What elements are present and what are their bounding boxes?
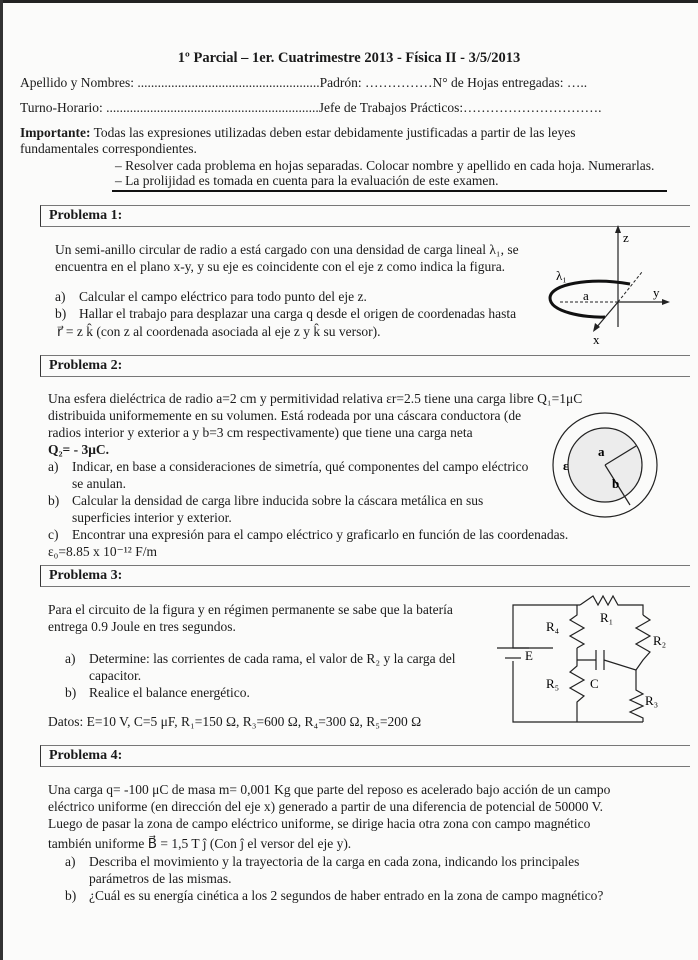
problem-3-header [40, 565, 690, 587]
z-axis-label: z [623, 230, 629, 245]
problem-4-intro-line: también uniforme B⃗ = 1,5 T ĵ (Con ĵ el versor del eje y). [48, 836, 352, 851]
problem-4-header [40, 745, 690, 767]
radius-label: a [583, 288, 589, 303]
exam-title: 1º Parcial – 1er. Cuatrimestre 2013 - Física II - 3/5/2013 [177, 50, 521, 66]
problem-2-intro-line: radios interior y exterior a y b=3 cm respectivamente) que tiene una carga neta [48, 425, 473, 440]
y-axis-label: y [653, 285, 660, 300]
importante-text: Todas las expresiones utilizadas deben estar debidamente justificadas a partir de las leyes [90, 125, 576, 140]
problem-1-intro-line: encuentra en el plano x-y, y su eje es coincidente con el eje z como indica la figura. [55, 259, 506, 274]
problem-1-item-a: a) Calcular el campo eléctrico para todo punto del eje z. [55, 289, 367, 304]
problem-4-item-b: b) ¿Cuál es su energía cinética a los 2 segundos de haber entrado en la zona de campo magnético? [65, 888, 604, 903]
note-2: – La prolijidad es tomada en cuenta para la evaluación de este examen. [115, 173, 499, 188]
importante-line [20, 125, 576, 141]
problem-4-title: Problema 4: [49, 748, 123, 763]
importante-text-2: fundamentales correspondientes. [20, 141, 197, 156]
note-1: – Resolver cada problema en hojas separadas. Colocar nombre y apellido en cada hoja. Numerarlas. [115, 158, 655, 173]
problem-1-intro [55, 241, 535, 275]
inner-radius-label: a [598, 444, 605, 459]
problem-2-item-a: a) Indicar, en base a consideraciones de simetría, qué componentes del campo eléctrico se anulan. [48, 459, 529, 491]
r3-label: R₃ [645, 693, 659, 708]
problem-4-intro-line: Luego de pasar la zona de campo eléctrico uniforme, se dirige hacia otra zona con campo magnético [48, 816, 591, 831]
problem-2-intro-rest [48, 407, 528, 458]
r4-label: R₄ [546, 619, 560, 634]
problem-3-intro-line: Para el circuito de la figura y en régimen permanente se sabe que la batería [48, 602, 453, 617]
circuit-figure [485, 590, 685, 735]
name-field-line: Apellido y Nombres: ......................................................Padrón: ……………N° de Hojas entregadas: ….. [20, 75, 588, 90]
header-divider [112, 190, 667, 192]
problem-3-item-b: b) Realice el balance energético. [65, 685, 250, 700]
problem-2-item-c: c) Encontrar una expresión para el campo eléctrico y graficarlo en función de las coordenadas. [48, 527, 569, 542]
x-axis-label: x [593, 332, 600, 347]
semi-ring-figure [530, 222, 690, 347]
problem-2-intro-line-1: Una esfera dieléctrica de radio a=2 cm y permitividad relativa εr=2.5 tiene una carga libre Q₁=1μC [48, 391, 583, 406]
problem-1-title: Problema 1: [49, 208, 123, 223]
page-top-edge [0, 0, 698, 3]
page-left-edge [0, 0, 3, 960]
problem-3-title: Problema 3: [49, 568, 123, 583]
problem-2-intro-line: distribuida uniformemente en su volumen. Está rodeada por una cáscara conductora (de [48, 408, 522, 423]
capacitor-label: C [590, 676, 599, 691]
problem-4-intro [48, 781, 673, 852]
problem-2-item-b: b) Calcular la densidad de carga libre inducida sobre la cáscara metálica en sus superficies interior y exterior. [48, 493, 484, 525]
problem-4-intro-line: eléctrico uniforme (en dirección del eje x) generado a partir de una diferencia de potencial de 50000 V. [48, 799, 604, 814]
battery-label: E [525, 648, 533, 663]
problem-2-intro-line: Q₂= - 3μC. [48, 442, 110, 457]
sphere-shell-figure [540, 408, 670, 523]
turno-field-line: Turno-Horario: ...............................................................Jefe de Trabajos Prácticos:…………………………. [20, 100, 602, 115]
problem-1-intro-line: Un semi-anillo circular de radio a está cargado con una densidad de carga lineal λ₁, se [55, 242, 519, 257]
problem-3-intro-line: entrega 0.9 Joule en tres segundos. [48, 619, 236, 634]
problem-3-item-a: a) Determine: las corrientes de cada rama, el valor de R₂ y la carga del capacitor. [65, 651, 456, 683]
epsilon-label: ε [563, 458, 569, 473]
r2-label: R₂ [653, 633, 667, 648]
problem-4-intro-line: Una carga q= -100 μC de masa m= 0,001 Kg que parte del reposo es acelerado bajo acción de un campo [48, 782, 611, 797]
importante-label: Importante: [20, 125, 91, 140]
permittivity-constant: ε₀=8.85 x 10⁻¹² F/m [48, 544, 157, 559]
problem-3-intro [48, 601, 488, 635]
r5-label: R₅ [546, 676, 560, 691]
problem-3-datos: Datos: E=10 V, C=5 μF, R₁=150 Ω, R₃=600 Ω, R₄=300 Ω, R₅=200 Ω [48, 714, 422, 729]
problem-2-title: Problema 2: [49, 358, 123, 373]
lambda-label: λ₁ [556, 268, 567, 283]
problem-1-item-b-cont: r⃗ = z k̂ (con z al coordenada asociada al eje z y k̂ su versor). [57, 324, 381, 339]
problem-4-item-a: a) Describa el movimiento y la trayectoria de la carga en cada zona, indicando los principales parámetros de las mismas. [65, 854, 580, 886]
outer-radius-label: b [612, 476, 620, 491]
r1-label: R₁ [600, 610, 614, 625]
problem-1-item-b: b) Hallar el trabajo para desplazar una carga q desde el origen de coordenadas hasta [55, 306, 517, 321]
problem-2-header [40, 355, 690, 377]
